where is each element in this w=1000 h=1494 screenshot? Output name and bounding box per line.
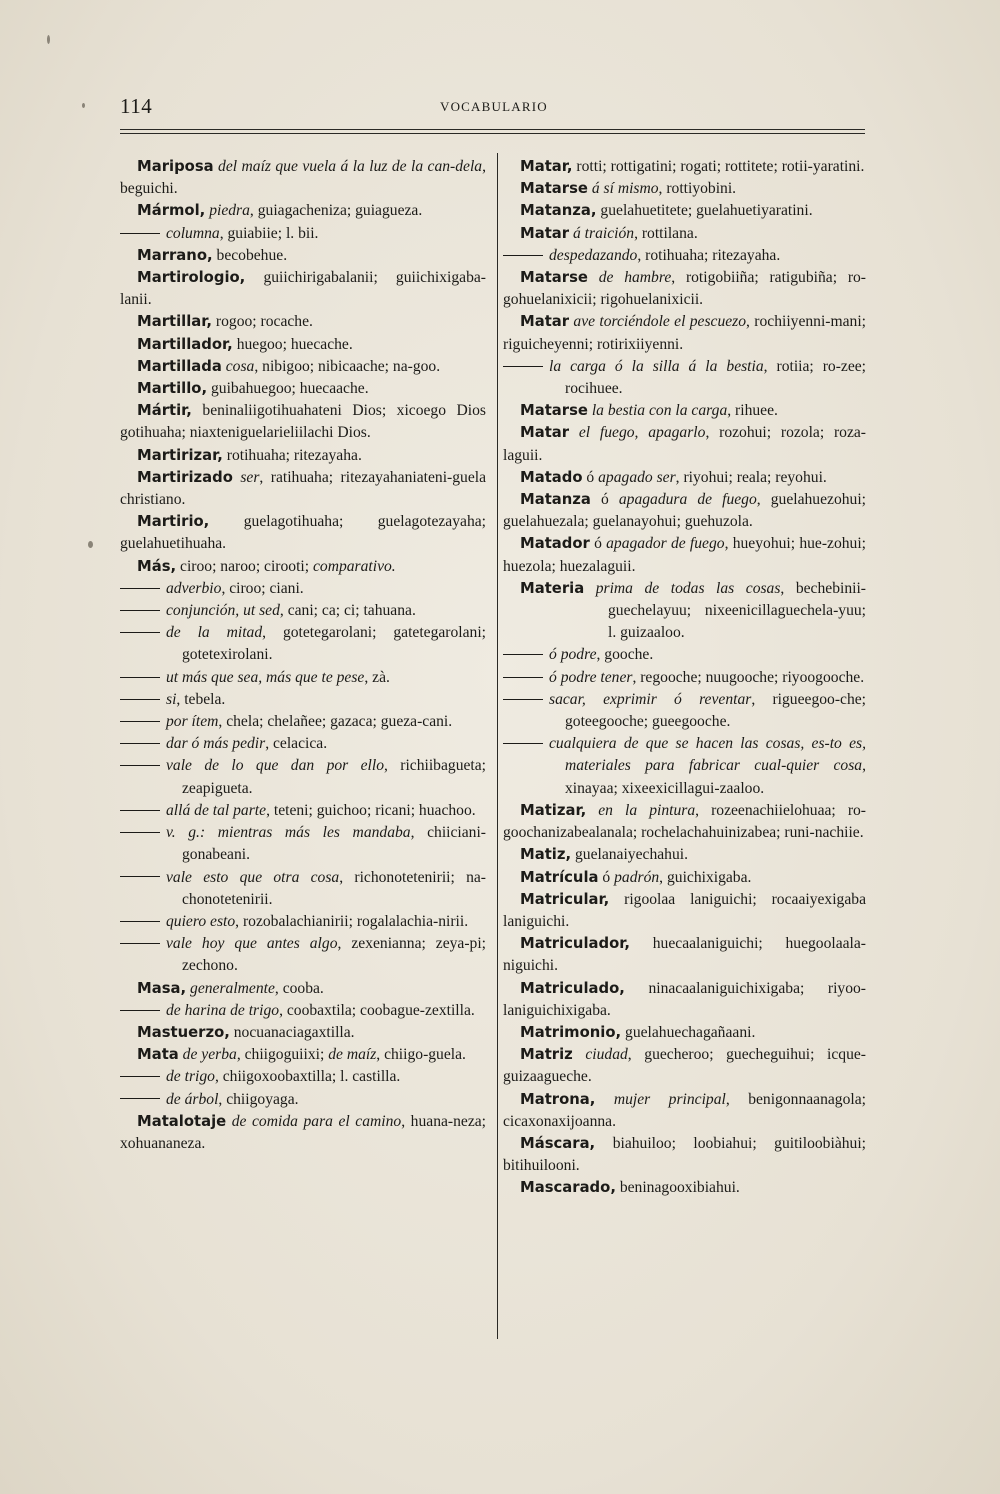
gloss-italic: de harina de trigo [166, 1001, 280, 1019]
ditto-dash [120, 832, 160, 833]
translation-text: , regooche; nuugooche; riyoogooche. [632, 668, 865, 686]
translation-text: , chiigoguiixi; [236, 1046, 329, 1064]
translation-text: , riyohui; reala; reyohui. [675, 468, 827, 486]
dictionary-entry [503, 533, 866, 577]
headword: Matar [520, 313, 570, 331]
dictionary-entry [120, 267, 486, 311]
translation-text: , rigueegoo-che; goteegooche; gueegooche. [565, 690, 866, 731]
translation-text: , cani; ca; ci; tahuana. [279, 602, 416, 620]
gloss-italic: ó podre tener [549, 668, 633, 686]
gloss-italic: prima de todas las cosas [584, 579, 781, 597]
ditto-dash [120, 1076, 160, 1077]
dictionary-subentry [120, 578, 486, 600]
translation-text: rotihuaha; ritezayaha. [222, 446, 362, 464]
translation-text: ciroo; naroo; cirooti; [176, 557, 313, 575]
translation-text: , hueyohui; hue-zohui; huezola; huezalaguii. [503, 535, 866, 575]
page-header [120, 94, 865, 124]
dictionary-subentry [120, 867, 486, 911]
translation-text: , benigonnaanagola; cicaxonaxijoanna. [503, 1090, 866, 1130]
translation-text: , richonotetenirii; na-chonotetenirii. [182, 868, 486, 908]
gloss-italic: ó podre [549, 646, 597, 664]
headword: Matriz [520, 1046, 573, 1064]
gloss-italic: sacar, exprimir ó reventar [549, 690, 752, 708]
paper-speck [88, 541, 93, 548]
dictionary-entry [503, 1044, 866, 1088]
gloss-italic: comparativo. [312, 557, 396, 575]
page-number: 114 [120, 94, 153, 118]
ditto-dash [120, 743, 160, 744]
translation-text: ó [589, 535, 607, 553]
dictionary-entry [503, 1022, 866, 1044]
dictionary-subentry [120, 1000, 486, 1022]
translation-text: , beguichi. [120, 158, 486, 198]
dictionary-entry [120, 334, 486, 356]
dictionary-entry [503, 489, 866, 533]
ditto-dash [120, 765, 160, 766]
dictionary-entry [503, 422, 866, 466]
translation-text: , rozohui; rozola; roza-laguii. [503, 424, 866, 464]
gloss-italic: si [166, 690, 177, 708]
dictionary-entry [503, 978, 866, 1022]
dictionary-entry [503, 1089, 866, 1133]
dictionary-subentry [120, 755, 486, 799]
dictionary-subentry [120, 911, 486, 933]
translation-text: , guiabiie; l. bii. [219, 224, 319, 242]
dictionary-subentry [503, 245, 866, 267]
dictionary-entry [120, 1022, 486, 1044]
gloss-italic: de trigo [166, 1068, 215, 1086]
headword: Martirologio, [137, 269, 246, 287]
paper-speck [47, 35, 50, 44]
gloss-italic: adverbio [166, 579, 222, 597]
gloss-italic: v. g.: mientras más les mandaba [166, 824, 411, 842]
headword: Marrano, [137, 246, 213, 264]
gloss-italic: ser [232, 468, 260, 486]
dictionary-entry [120, 978, 486, 1000]
dictionary-entry [120, 445, 486, 467]
headword: Matriculado, [520, 979, 625, 997]
dictionary-subentry [120, 711, 486, 733]
translation-text: , rottilana. [634, 224, 698, 242]
ditto-dash [503, 654, 543, 655]
headword: Matizar, [520, 801, 587, 819]
gloss-italic: columna [166, 224, 220, 242]
headword: Mastuerzo, [137, 1023, 230, 1041]
translation-text: guiichirigabalanii; guiichixigaba-lanii. [120, 269, 486, 309]
dictionary-subentry [503, 733, 866, 800]
gloss-italic: á sí mismo [587, 180, 659, 198]
gloss-italic: apagadura de fuego [618, 491, 757, 509]
dictionary-entry [503, 1177, 866, 1199]
dictionary-subentry [120, 600, 486, 622]
translation-text: , teteni; guichoo; ricani; huachoo. [266, 801, 476, 819]
gloss-italic: allá de tal parte [166, 801, 267, 819]
gloss-italic: del maíz que vuela á la luz de la can-dela [213, 158, 483, 175]
gloss-italic: el fuego, apagarlo [569, 424, 706, 442]
dictionary-entry [503, 467, 866, 489]
gloss-italic: quiero esto [166, 912, 236, 930]
ditto-dash [120, 233, 160, 234]
dictionary-subentry [503, 644, 866, 666]
ditto-dash [503, 366, 543, 367]
ditto-dash [120, 810, 160, 811]
headword: Matar, [520, 158, 573, 175]
gloss-italic: padrón [614, 868, 660, 886]
ditto-dash [120, 721, 160, 722]
translation-text: guelahuetitete; guelahuetiyaratini. [596, 202, 813, 220]
headword: Matarse [520, 402, 588, 420]
gloss-italic: cualquiera de que se hacen las cosas, es-to es, materiales para fabricar cual-quier cosa [549, 735, 866, 775]
dictionary-subentry [503, 689, 866, 733]
dictionary-entry [120, 400, 486, 444]
translation-text: , nibigoo; nibicaache; na-goo. [254, 357, 441, 375]
headword: Martillar, [137, 313, 213, 331]
headword: Matar [520, 424, 570, 442]
dictionary-entry [503, 156, 866, 178]
ditto-dash [120, 610, 160, 611]
dictionary-entry [120, 245, 486, 267]
ditto-dash [120, 632, 160, 633]
dictionary-entry [503, 889, 866, 933]
dictionary-entry [503, 1133, 866, 1177]
dictionary-entry [120, 311, 486, 333]
translation-text: , gotetegarolani; gatetegarolani; gotetexirolani. [182, 624, 487, 664]
gloss-italic: la carga ó la silla á la bestia [549, 357, 764, 375]
translation-text: , rotigobiiña; ratigubiña; ro-gohuelanixicii; rigohuelanixicii. [503, 269, 866, 309]
translation-text: , rozeenachiielohuaa; ro-goochanizabealanala; rochelachahuinizabea; runi-nachiie. [503, 801, 866, 842]
dictionary-subentry [503, 356, 866, 400]
translation-text: becobehue. [212, 246, 288, 264]
translation-text: , richiibagueta; zeapigueta. [182, 757, 486, 797]
dictionary-subentry [120, 622, 486, 666]
ditto-dash [120, 921, 160, 922]
gloss-italic: vale hoy que antes algo [166, 935, 338, 953]
gloss-italic: por ítem [166, 713, 219, 731]
translation-text: , celacica. [265, 735, 328, 753]
right-column [503, 156, 866, 1200]
dictionary-subentry [120, 667, 486, 689]
translation-text: ó [590, 491, 619, 509]
headword: Matarse [520, 180, 588, 198]
gloss-italic: de maíz [328, 1046, 377, 1064]
translation-text: nocuanaciagaxtilla. [229, 1023, 355, 1041]
dictionary-entry [120, 467, 486, 511]
translation-text: , guelahuezohui; guelahuezala; guelanayohui; guehuzola. [503, 491, 867, 531]
dictionary-entry [120, 200, 486, 222]
headword: Matanza, [520, 202, 597, 220]
headword: Matriculador, [520, 935, 631, 953]
translation-text: huegoo; huecache. [232, 335, 353, 353]
gloss-italic: mujer principal [595, 1090, 726, 1108]
gloss-italic: de árbol [166, 1090, 219, 1108]
headword: Mármol, [137, 202, 206, 220]
translation-text: , bechebinii-guechelayuu; nixeenicillaguechela-yuu; l. guizaaloo. [608, 579, 866, 642]
ditto-dash [503, 699, 543, 700]
translation-text: , rochiiyenni-mani; riguicheyenni; rotirixiiyenni. [503, 313, 867, 353]
headword: Mártir, [137, 402, 192, 420]
translation-text: ó [582, 468, 599, 486]
translation-text: rigoolaa laniguichi; rocaaiyexigaba laniguichi. [503, 890, 866, 930]
dictionary-subentry [503, 667, 866, 689]
dictionary-entry [120, 378, 486, 400]
ditto-dash [120, 699, 160, 700]
translation-text: ninacaalaniguichixigaba; riyoo-laniguichixigaba. [503, 979, 866, 1019]
translation-text: , guichixigaba. [659, 868, 752, 886]
translation-text: , chiiciani-gonabeani. [182, 824, 486, 864]
gloss-italic: piedra [205, 202, 250, 220]
headword: Matrimonio, [520, 1023, 622, 1041]
translation-text: , chela; chelañee; gazaca; gueza-cani. [218, 713, 453, 731]
headword: Matar [520, 224, 570, 242]
headword: Martirizar, [137, 446, 223, 464]
dictionary-entry [120, 1044, 486, 1066]
gloss-italic: vale de lo que dan por ello [166, 757, 384, 775]
dictionary-entry [120, 511, 486, 555]
translation-text: , coobaxtila; coobague-zextilla. [279, 1001, 475, 1019]
dictionary-entry [503, 933, 866, 977]
headword: Matrícula [520, 868, 599, 886]
dictionary-entry [503, 223, 866, 245]
translation-text: guibahuegoo; huecaache. [207, 380, 369, 398]
translation-text: rogoo; rocache. [212, 313, 313, 331]
gloss-italic: ut más que sea, más que te pese [166, 668, 365, 686]
dictionary-entry [120, 556, 486, 578]
translation-text: , tebela. [176, 690, 226, 708]
paper-speck [82, 103, 85, 108]
gloss-italic: cosa [221, 357, 255, 375]
dictionary-entry [503, 400, 866, 422]
header-rule-top [120, 129, 865, 130]
translation-text: biahuiloo; loobiahui; guitiloobiàhui; bitihuilooni. [503, 1134, 866, 1175]
gloss-italic: apagador de fuego [606, 535, 725, 553]
gloss-italic: de hambre [587, 269, 672, 287]
gloss-italic: vale esto que otra cosa [166, 868, 340, 886]
ditto-dash [120, 943, 160, 944]
gloss-italic: ciudad [572, 1046, 628, 1064]
translation-text: , rottiyobini. [658, 180, 737, 198]
dictionary-entry [503, 267, 866, 311]
translation-text: ó [598, 868, 615, 886]
ditto-dash [120, 1098, 160, 1099]
gloss-italic: de comida para el camino [226, 1112, 402, 1130]
headword: Martillador, [137, 335, 233, 353]
dictionary-entry [503, 311, 866, 355]
translation-text: , huana-neza; xohuananeza. [120, 1112, 486, 1152]
dictionary-entry [120, 156, 486, 200]
headword: Matrona, [520, 1090, 596, 1108]
headword: Máscara, [520, 1134, 596, 1152]
translation-text: guelahuechagañaani. [621, 1023, 756, 1041]
gloss-italic: de la mitad [166, 624, 263, 642]
translation-text: , chiigoxoobaxtilla; l. castilla. [214, 1068, 401, 1086]
translation-text: , cooba. [274, 979, 324, 997]
ditto-dash [503, 255, 543, 256]
translation-text: huecaalaniguichi; huegoolaala-niguichi. [503, 935, 866, 975]
translation-text: , gooche. [596, 646, 654, 664]
gloss-italic: la bestia con la carga [587, 402, 728, 420]
dictionary-entry [120, 1111, 486, 1155]
ditto-dash [120, 588, 160, 589]
translation-text: , ratihuaha; ritezayahaniateni-guela christiano. [120, 468, 486, 509]
translation-text: , rotiia; ro-zee; rocihuee. [565, 357, 867, 398]
gloss-italic: á traición [569, 224, 635, 242]
headword: Mariposa [137, 158, 214, 175]
headword: Matanza [520, 491, 591, 509]
ditto-dash [120, 1010, 160, 1011]
headword: Martillo, [137, 380, 208, 398]
translation-text: , rozobalachianirii; rogalalachia-nirii. [235, 912, 469, 930]
translation-text: guelagotihuaha; guelagotezayaha; guelahuetihuaha. [120, 513, 486, 553]
headword: Matador [520, 535, 590, 553]
translation-text: guelanaiyechahui. [571, 846, 688, 864]
translation-text: , chiigo-guela. [376, 1046, 466, 1064]
dictionary-entry [503, 200, 866, 222]
headword: Mata [137, 1046, 179, 1064]
translation-text: , guiagacheniza; guiagueza. [249, 202, 423, 220]
translation-text: , rihuee. [727, 402, 778, 420]
headword: Más, [137, 557, 177, 575]
dictionary-subentry [120, 933, 486, 977]
dictionary-subentry [120, 733, 486, 755]
translation-text: , zà. [364, 668, 390, 686]
translation-text: rotti; rottigatini; rogati; rottitete; rotii-yaratini. [572, 158, 865, 175]
gloss-italic: dar ó más pedir [166, 735, 266, 753]
translation-text: beninagooxibiahui. [615, 1179, 740, 1197]
dictionary-entry [503, 178, 866, 200]
ditto-dash [120, 677, 160, 678]
headword: Martillada [137, 357, 222, 375]
headword: Martirio, [137, 513, 210, 531]
gloss-italic: apagado ser [598, 468, 676, 486]
dictionary-entry [503, 844, 866, 866]
dictionary-subentry [120, 689, 486, 711]
dictionary-subentry [120, 1066, 486, 1088]
translation-text: , xinayaa; xixeexicillagui-zaaloo. [565, 757, 866, 797]
translation-text: , guecheroo; guecheguihui; icque-guizaagueche. [503, 1046, 867, 1086]
ditto-dash [503, 743, 543, 744]
translation-text: , rotihuaha; ritezayaha. [637, 246, 781, 264]
headword: Matarse [520, 269, 588, 287]
translation-text: , chiigoyaga. [218, 1090, 299, 1108]
dictionary-entry [503, 578, 866, 645]
gloss-italic: de yerba [178, 1046, 237, 1064]
dictionary-entry [503, 867, 866, 889]
gloss-italic: despedazando [549, 246, 638, 264]
ditto-dash [120, 876, 160, 877]
dictionary-entry [503, 800, 866, 844]
translation-text: , zexenianna; zeya-pi; zechono. [182, 935, 486, 975]
column-divider [497, 153, 498, 1339]
gloss-italic: ave torciéndole el pescuezo [569, 313, 747, 331]
headword: Matado [520, 468, 583, 486]
left-column [120, 156, 486, 1155]
headword: Masa, [137, 979, 187, 997]
headword: Martirizado [137, 468, 233, 486]
headword: Materia [520, 579, 585, 597]
headword: Matalotaje [137, 1112, 227, 1130]
dictionary-subentry [120, 1089, 486, 1111]
gloss-italic: en la pintura [586, 801, 696, 819]
dictionary-subentry [120, 800, 486, 822]
header-rule-bottom [120, 133, 865, 134]
translation-text: , ciroo; ciani. [221, 579, 304, 597]
dictionary-subentry [120, 822, 486, 866]
ditto-dash [503, 677, 543, 678]
translation-text: beninaliigotihuahateni Dios; xicoego Dios gotihuaha; niaxteniguelarieliilachi Dios. [120, 402, 486, 442]
headword: Matiz, [520, 846, 572, 864]
headword: Matricular, [520, 890, 610, 908]
gloss-italic: conjunción, ut sed [166, 602, 280, 620]
headword: Mascarado, [520, 1179, 616, 1197]
running-title: VOCABULARIO [440, 99, 548, 114]
dictionary-subentry [120, 223, 486, 245]
dictionary-entry [120, 356, 486, 378]
gloss-italic: generalmente [186, 979, 275, 997]
